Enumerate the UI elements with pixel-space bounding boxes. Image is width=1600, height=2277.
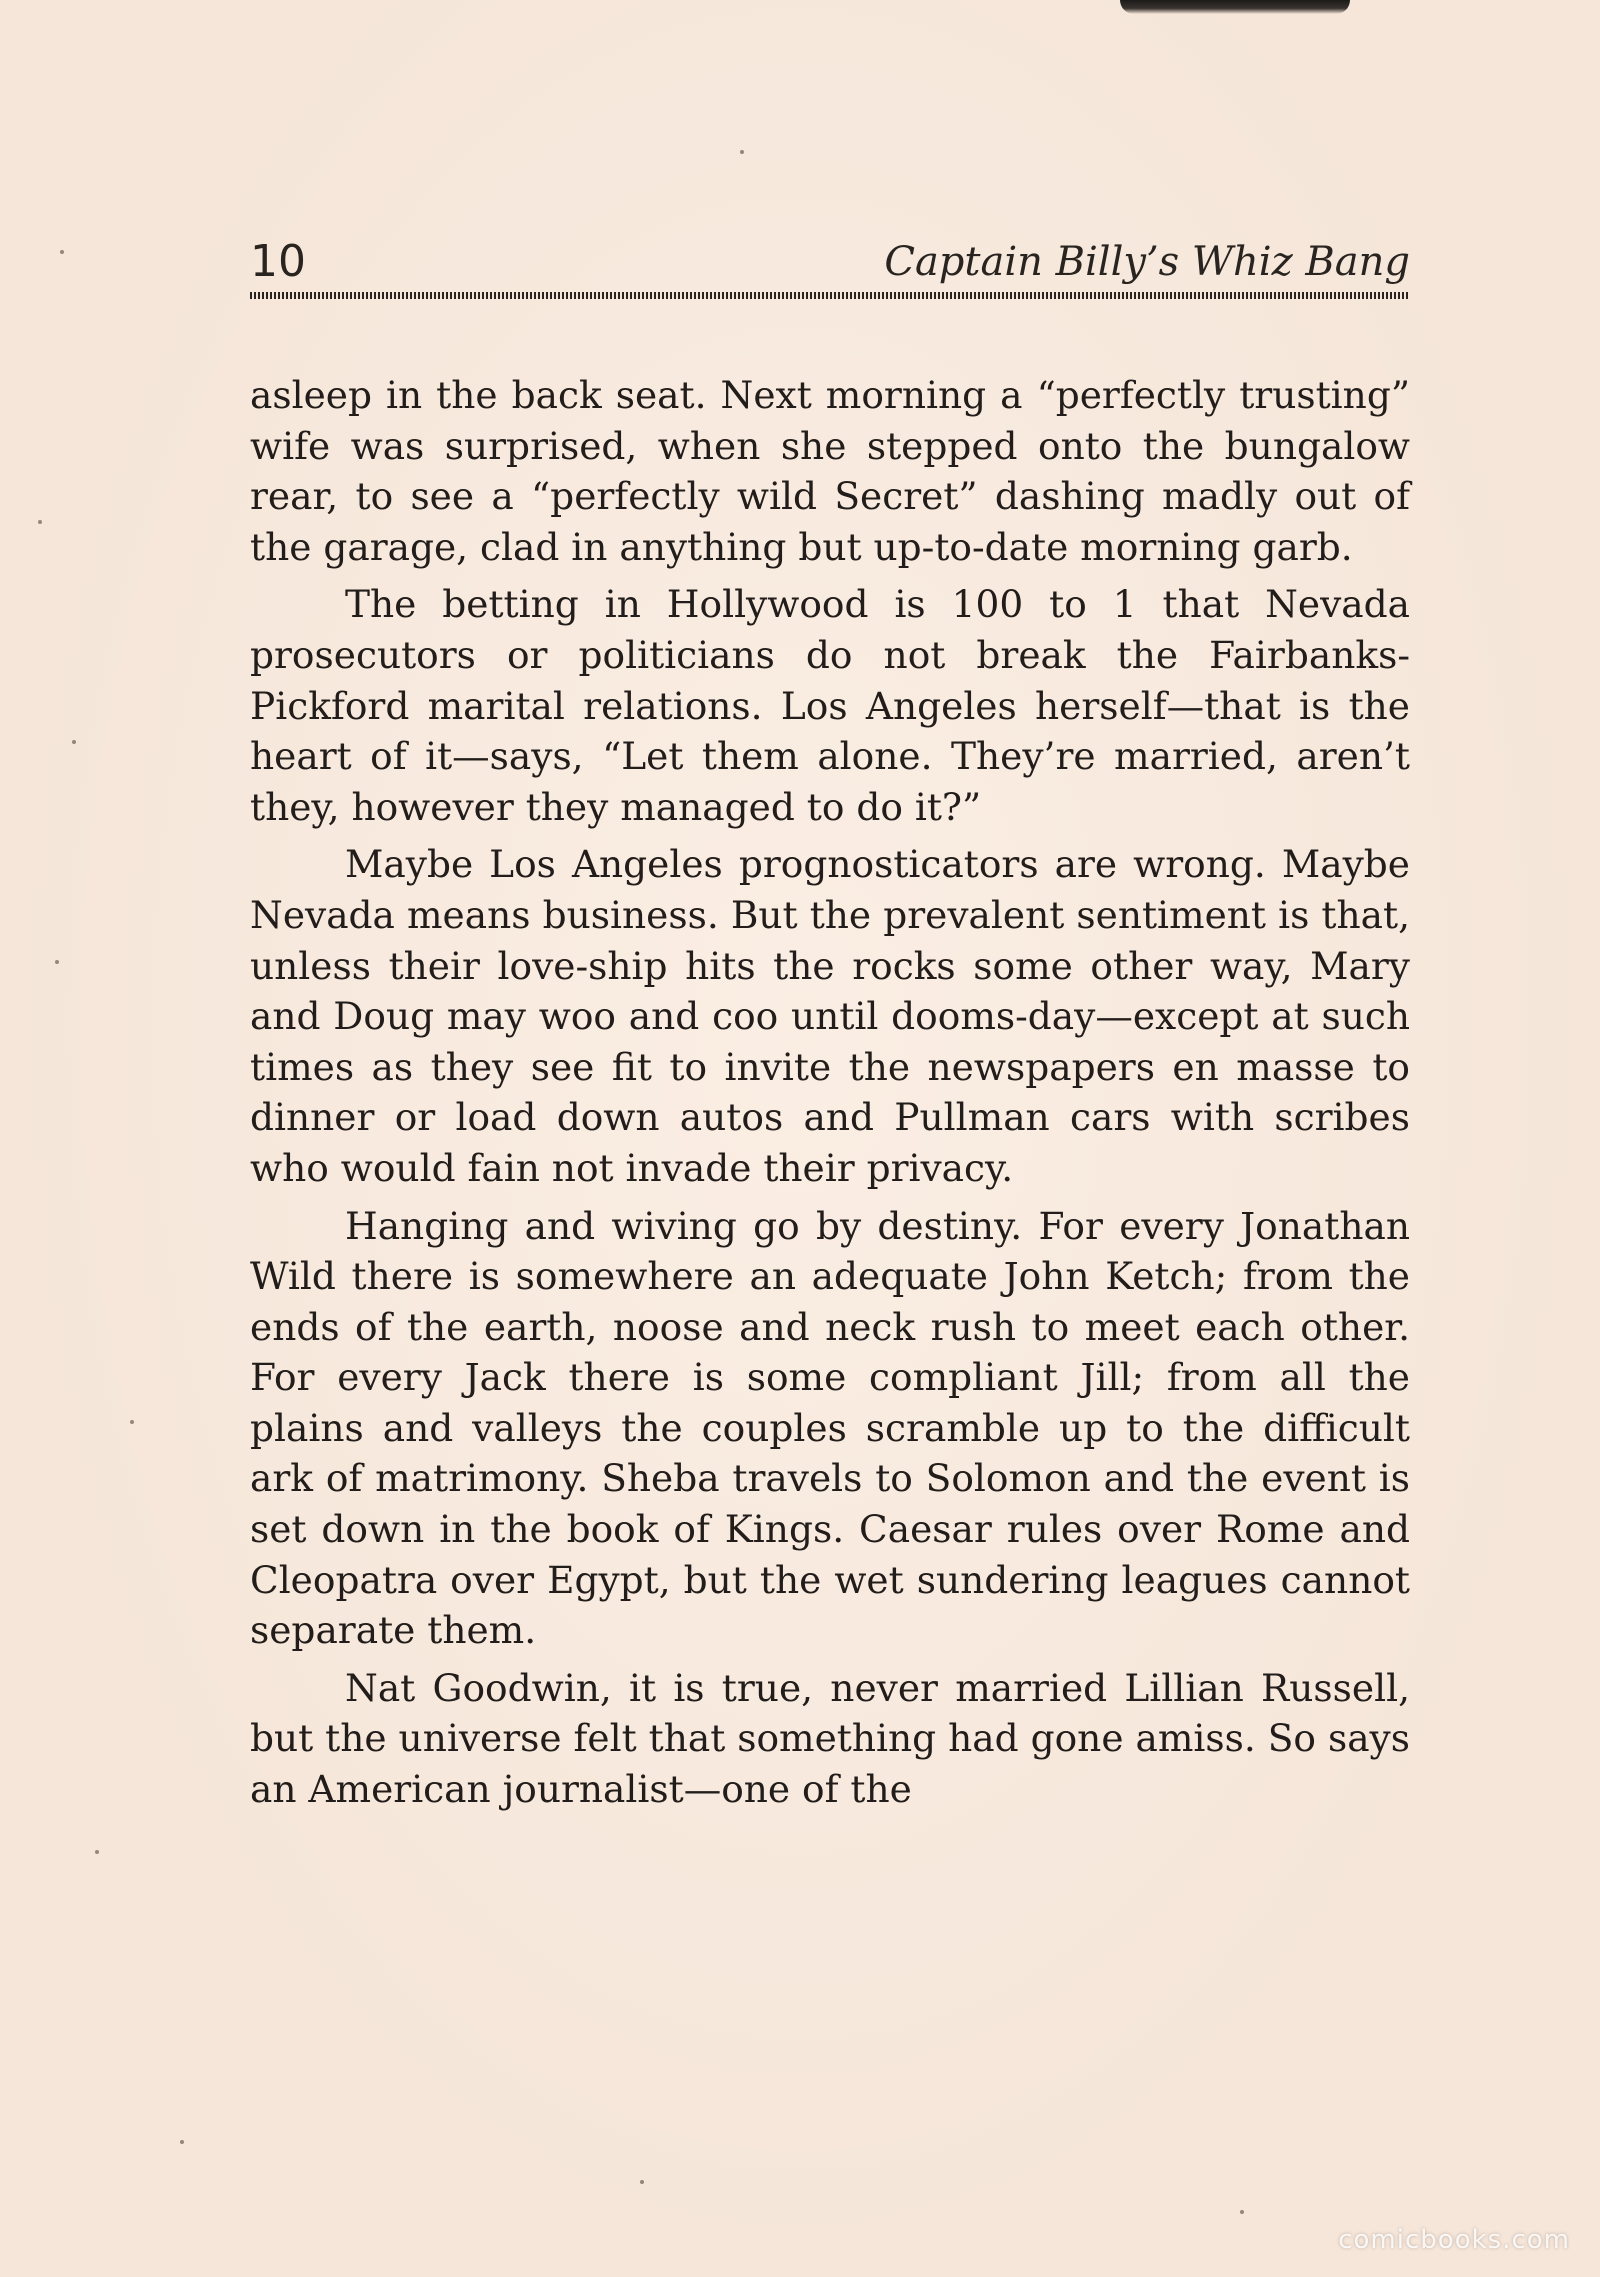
watermark: comicbooks.com (1338, 2225, 1570, 2255)
paragraph: The betting in Hollywood is 100 to 1 that Nevada prosecutors or politicians do not break the Fairbanks-Pickford marital relations. Los Angeles herself—that is the heart of it—says, “Let them alone. They’re married, aren’t they, however they managed to do it?” (250, 582, 1410, 829)
paper-speck (95, 1850, 99, 1854)
paper-speck (180, 2140, 184, 2144)
journal-title: Captain Billy’s Whiz Bang (884, 239, 1410, 285)
running-head (250, 232, 1410, 292)
paragraph: Maybe Los Angeles prognosticators are wrong. Maybe Nevada means business. But the prevalent sentiment is that, unless their love-ship hits the rocks some other way, Mary and Doug may woo and coo until dooms-day—except at such times as they see fit to invite the newspapers en masse to dinner or load down autos and Pullman cars with scribes who would fain not invade their privacy. (250, 842, 1410, 1190)
paper-speck (640, 2180, 644, 2184)
article-body (250, 370, 1410, 1822)
header-rule (250, 292, 1410, 299)
paragraph: asleep in the back seat. Next morning a “perfectly trusting” wife was surprised, when she stepped onto the bungalow rear, to see a “perfectly wild Secret” dashing madly out of the garage, clad in anything but up-to-date morning garb. (250, 373, 1410, 569)
page-edge-shadow (1120, 0, 1350, 14)
paper-speck (55, 960, 59, 964)
paper-speck (38, 520, 42, 524)
paper-speck (60, 250, 64, 254)
paper-speck (1240, 2210, 1244, 2214)
paper-speck (72, 740, 76, 744)
paper-speck (130, 1420, 134, 1424)
page-number: 10 (250, 236, 306, 287)
paragraph: Hanging and wiving go by destiny. For every Jonathan Wild there is somewhere an adequate John Ketch; from the ends of the earth, noose and neck rush to meet each other. For every Jack there is some compliant Jill; from all the plains and valleys the couples scramble up to the difficult ark of matrimony. Sheba travels to Solomon and the event is set down in the book of Kings. Caesar rules over Rome and Cleopatra over Egypt, but the wet sundering leagues cannot separate them. (250, 1203, 1410, 1653)
paragraph: Nat Goodwin, it is true, never married Lillian Russell, but the universe felt that something had gone amiss. So says an American journalist—one of the (250, 1665, 1410, 1812)
paper-speck (740, 150, 744, 154)
